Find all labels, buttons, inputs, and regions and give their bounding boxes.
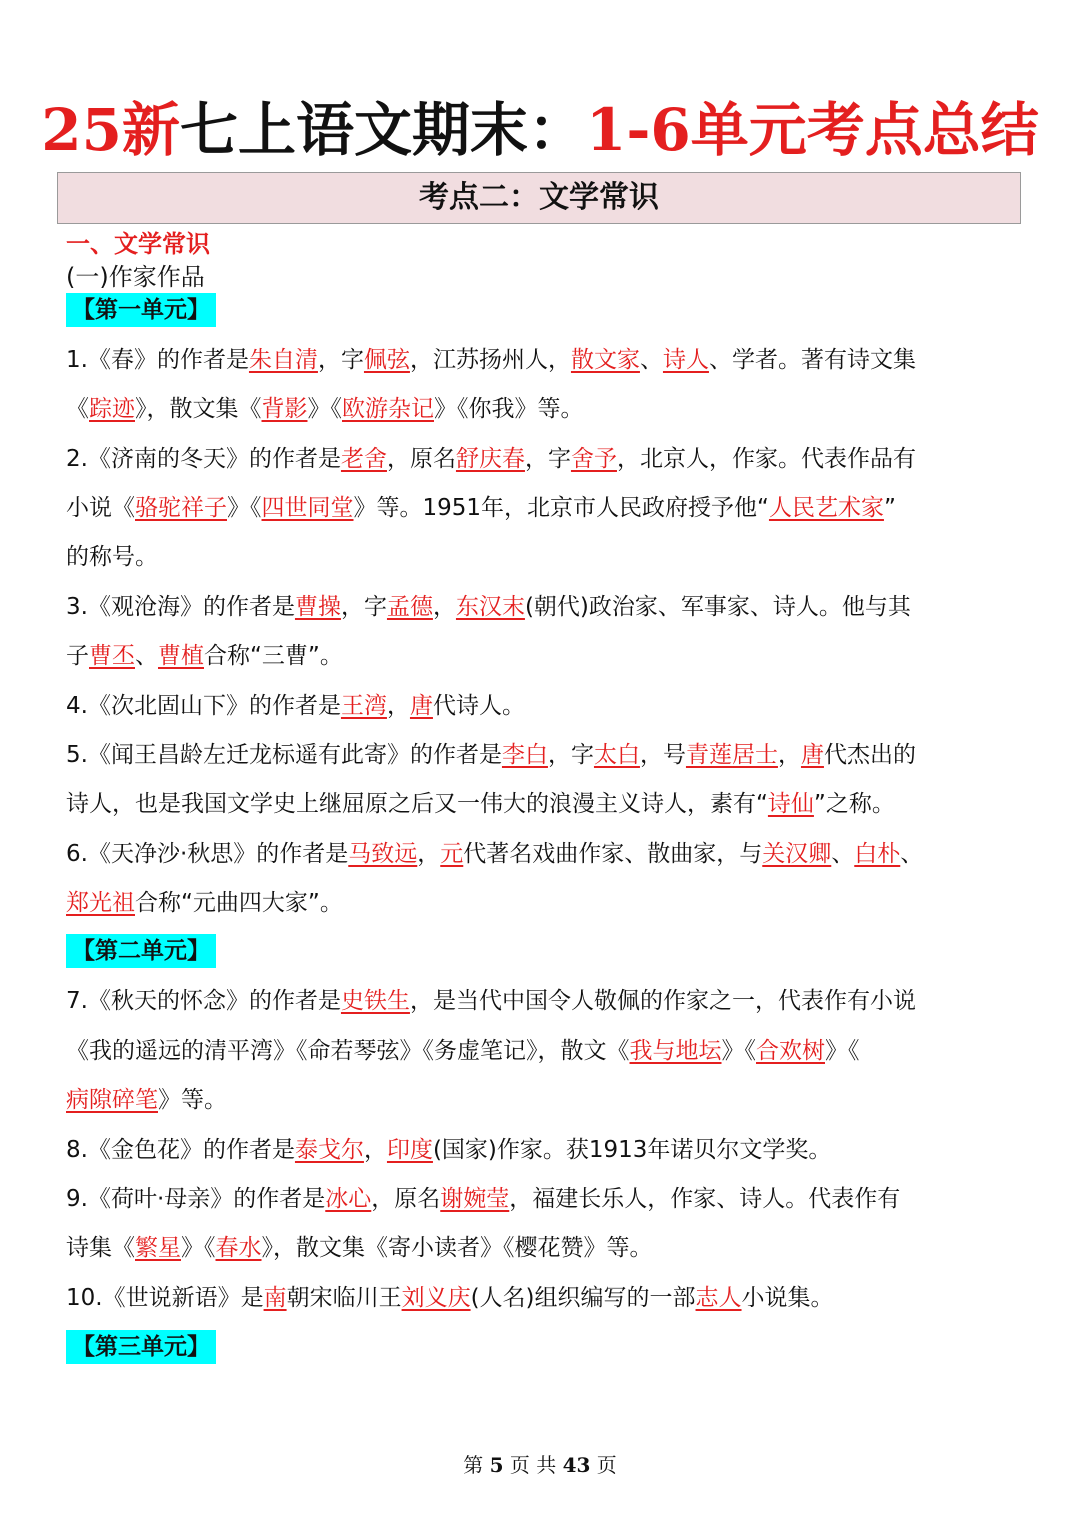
- item-3-line-2: 子曹丕、曹植合称“三曹”。: [66, 643, 343, 669]
- keyword: 朱自清: [248, 347, 318, 373]
- item-4-line-1: 4.《次北固山下》的作者是王湾，唐代诗人。: [66, 693, 525, 719]
- keyword: 青莲居士: [685, 742, 778, 768]
- keyword: 人民艺术家: [768, 495, 884, 521]
- current-page: 5: [489, 1453, 504, 1477]
- keyword: 冰心: [325, 1186, 372, 1212]
- keyword: 踪迹: [89, 396, 135, 422]
- item-5-line-2: 诗人，也是我国文学史上继屈原之后又一伟大的浪漫主义诗人，素有“诗仙”之称。: [66, 791, 895, 817]
- keyword: 春水: [215, 1235, 262, 1261]
- page-title: [0, 92, 1080, 168]
- title-part2: 七上语文期末：: [179, 96, 586, 164]
- keyword: 南: [263, 1285, 287, 1311]
- keyword: 散文家: [570, 347, 640, 373]
- section-heading: 一、文学常识: [66, 230, 210, 258]
- item-1-line-1: 1.《春》的作者是朱自清，字佩弦，江苏扬州人，散文家、诗人、学者。著有诗文集: [66, 347, 916, 373]
- section-banner: 考点二：文学常识: [57, 172, 1021, 224]
- item-1-line-2: 《踪迹》，散文集《背影》《欧游杂记》《你我》等。: [66, 396, 584, 422]
- keyword: 郑光祖: [66, 890, 135, 916]
- item-2-line-3: 的称号。: [66, 544, 158, 570]
- keyword: 白朴: [854, 841, 901, 867]
- item-2-line-2: 小说《骆驼祥子》《四世同堂》等。1951年，北京市人民政府授予他“人民艺术家”: [66, 495, 896, 521]
- keyword: 诗仙: [767, 791, 814, 817]
- total-pages: 43: [562, 1453, 591, 1477]
- keyword: 志人: [695, 1285, 742, 1311]
- unit-label-3: 【第三单元】: [66, 1330, 216, 1364]
- keyword: 关汉卿: [762, 841, 832, 867]
- keyword: 东汉末: [455, 594, 525, 620]
- keyword: 印度: [386, 1137, 433, 1163]
- keyword: 唐: [800, 742, 824, 768]
- unit-label-2: 【第二单元】: [66, 934, 216, 968]
- unit-label-1: 【第一单元】: [66, 293, 216, 327]
- item-10-line-1: 10.《世说新语》是南朝宋临川王刘义庆(人名)组织编写的一部志人小说集。: [66, 1285, 834, 1311]
- item-7-line-3: 病隙碎笔》等。: [66, 1087, 227, 1113]
- keyword: 太白: [593, 742, 640, 768]
- item-6-line-2: 郑光祖合称“元曲四大家”。: [66, 890, 343, 916]
- item-7-line-2: 《我的遥远的清平湾》《命若琴弦》《务虚笔记》，散文《我与地坛》《合欢树》《: [66, 1038, 860, 1064]
- keyword: 王湾: [340, 693, 387, 719]
- keyword: 繁星: [135, 1235, 181, 1261]
- keyword: 佩弦: [363, 347, 410, 373]
- keyword: 背影: [261, 396, 308, 422]
- keyword: 马致远: [348, 841, 418, 867]
- item-6-line-1: 6.《天净沙·秋思》的作者是马致远，元代著名戏曲作家、散曲家，与关汉卿、白朴、: [66, 841, 924, 867]
- item-5-line-1: 5.《闻王昌龄左迁龙标遥有此寄》的作者是李白，字太白，号青莲居士，唐代杰出的: [66, 742, 916, 768]
- keyword: 老舍: [340, 446, 387, 472]
- title-part3: 1-6单元考点总结: [585, 96, 1039, 164]
- item-3-line-1: 3.《观沧海》的作者是曹操，字孟德，东汉末(朝代)政治家、军事家、诗人。他与其: [66, 594, 911, 620]
- keyword: 骆驼祥子: [135, 495, 227, 521]
- keyword: 曹丕: [89, 643, 135, 669]
- keyword: 欧游杂记: [342, 396, 434, 422]
- keyword: 舍予: [570, 446, 617, 472]
- keyword: 孟德: [386, 594, 433, 620]
- keyword: 病隙碎笔: [66, 1087, 158, 1113]
- keyword: 我与地坛: [629, 1038, 722, 1064]
- keyword: 李白: [501, 742, 548, 768]
- keyword: 史铁生: [340, 988, 410, 1014]
- keyword: 泰戈尔: [294, 1137, 364, 1163]
- keyword: 四世同堂: [261, 495, 354, 521]
- keyword: 诗人: [662, 347, 709, 373]
- keyword: 合欢树: [756, 1038, 825, 1064]
- keyword: 曹操: [294, 594, 341, 620]
- item-8-line-1: 8.《金色花》的作者是泰戈尔，印度(国家)作家。获1913年诺贝尔文学奖。: [66, 1137, 832, 1163]
- item-9-line-1: 9.《荷叶·母亲》的作者是冰心，原名谢婉莹，福建长乐人，作家、诗人。代表作有: [66, 1186, 901, 1212]
- item-2-line-1: 2.《济南的冬天》的作者是老舍，原名舒庆春，字舍予，北京人，作家。代表作品有: [66, 446, 916, 472]
- item-7-line-1: 7.《秋天的怀念》的作者是史铁生，是当代中国令人敬佩的作家之一，代表作有小说: [66, 988, 916, 1014]
- keyword: 元: [440, 841, 464, 867]
- keyword: 唐: [409, 693, 433, 719]
- keyword: 谢婉莹: [440, 1186, 510, 1212]
- subsection-heading: (一)作家作品: [66, 263, 205, 291]
- item-9-line-2: 诗集《繁星》《春水》，散文集《寄小读者》《樱花赞》等。: [66, 1235, 653, 1261]
- title-part1: 25新: [41, 96, 180, 164]
- page-footer: 第 5 页 共 43 页: [463, 1453, 617, 1477]
- keyword: 舒庆春: [455, 446, 525, 472]
- keyword: 刘义庆: [401, 1285, 471, 1311]
- keyword: 曹植: [158, 643, 204, 669]
